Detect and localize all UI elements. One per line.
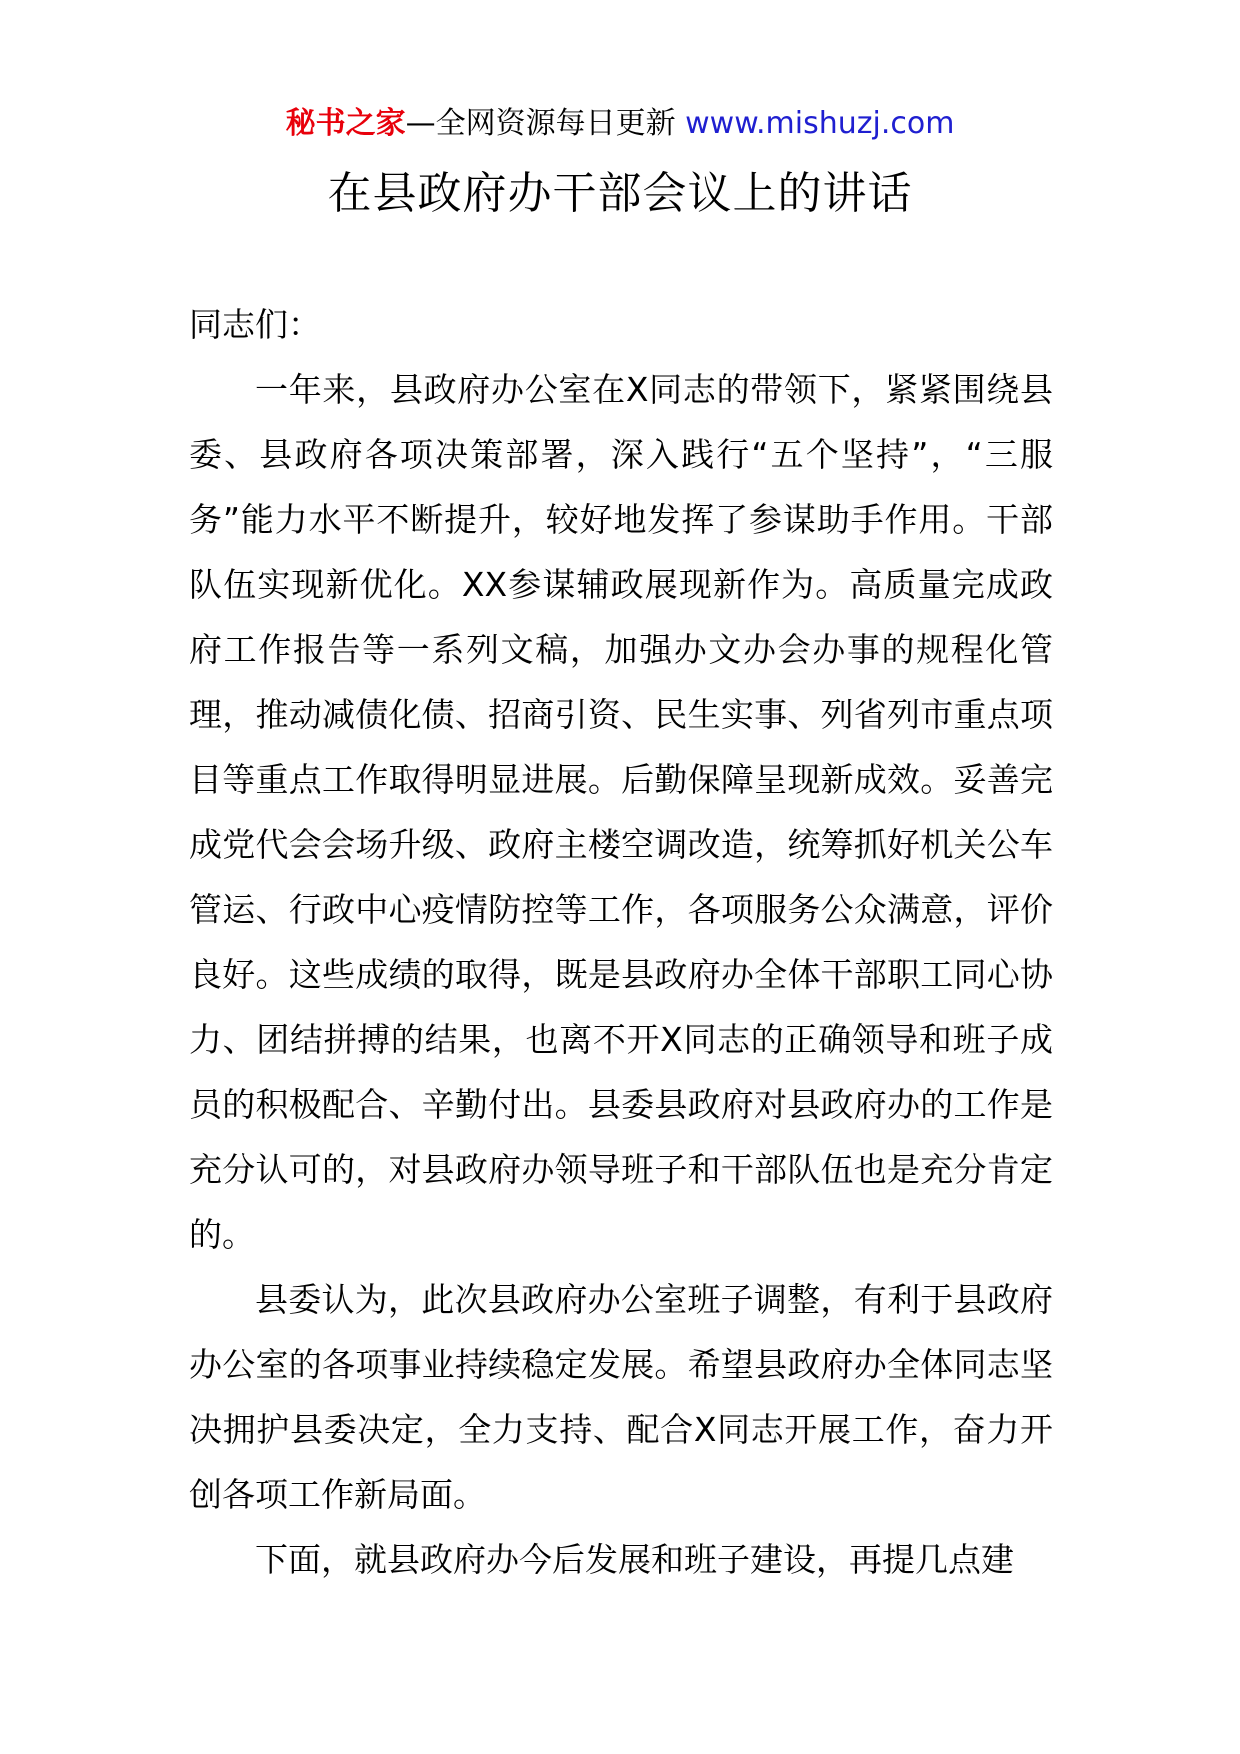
paragraph: 县委认为，此次县政府办公室班子调整，有利于县政府办公室的各项事业持续稳定发展。希望县政府办全体同志坚决拥护县委决定，全力支持、配合X同志开展工作，奋力开创各项工作新局面。 (189, 1280, 1053, 1514)
document-title: 在县政府办干部会议上的讲话 (327, 168, 913, 219)
paragraph: 下面，就县政府办今后发展和班子建设，再提几点建 (255, 1540, 1014, 1579)
salutation: 同志们： (189, 305, 321, 344)
document-body (189, 292, 1053, 1592)
site-tagline: —全网资源每日更新 (405, 106, 686, 141)
paragraph: 一年来，县政府办公室在X同志的带领下，紧紧围绕县委、县政府各项决策部署，深入践行“五个坚持”，“三服务”能力水平不断提升，较好地发挥了参谋助手作用。干部队伍实现新优化。XX参谋辅政展现新作为。高质量完成政府工作报告等一系列文稿，加强办文办会办事的规程化管理，推动减债化债、招商引资、民生实事、列省列市重点项目等重点工作取得明显进展。后勤保障呈现新成效。妥善完成党代会会场升级、政府主楼空调改造，统筹抓好机关公车管运、行政中心疫情防控等工作，各项服务公众满意，评价良好。这些成绩的取得，既是县政府办全体干部职工同心协力、团结拼搏的结果，也离不开X同志的正确领导和班子成员的积极配合、辛勤付出。县委县政府对县政府办的工作是充分认可的，对县政府办领导班子和干部队伍也是充分肯定的。 (189, 370, 1053, 1254)
site-name: 秘书之家 (285, 106, 406, 141)
site-url-link[interactable]: www.mishuzj.com (685, 106, 955, 141)
site-header (0, 102, 1240, 146)
